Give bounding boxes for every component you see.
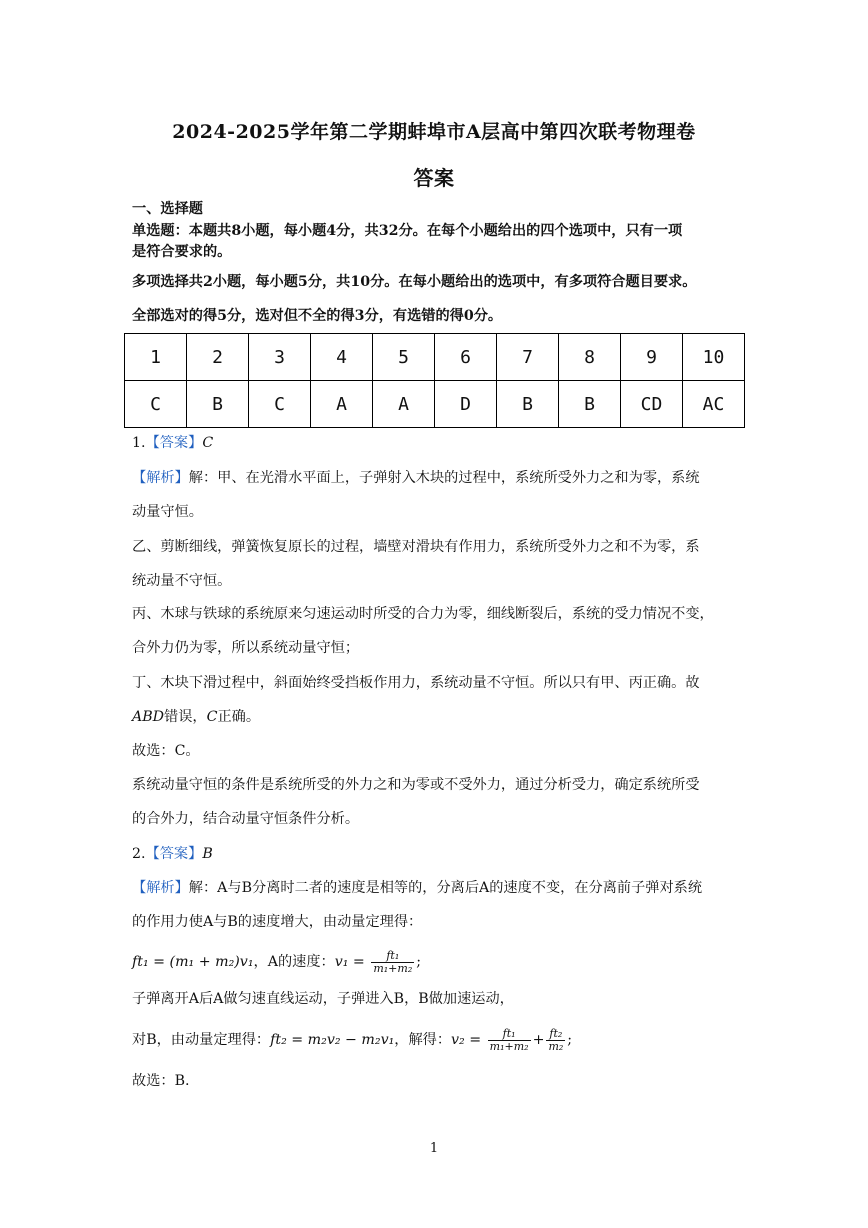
fraction-denominator: m₁+m₂ bbox=[373, 961, 413, 975]
question-number-cell: 4 bbox=[311, 334, 373, 381]
fraction-numerator: ft₂ bbox=[546, 1028, 565, 1041]
q2-text-fragment: ，解得： bbox=[394, 1032, 452, 1048]
question-number-cell: 2 bbox=[187, 334, 249, 381]
answer-cell: A bbox=[373, 381, 435, 428]
single-choice-intro-2: 是符合要求的。 bbox=[132, 244, 232, 260]
q1-analysis-tag: 【解析】 bbox=[132, 470, 189, 486]
q2-fraction bbox=[488, 1028, 531, 1053]
q2-fraction bbox=[546, 1028, 565, 1053]
q1-text-line: 丙、木球与铁球的系统原来匀速运动时所受的合力为零，细线断裂后，系统的受力情况不变， bbox=[132, 606, 714, 622]
q1-correct-option: C bbox=[206, 709, 218, 725]
q2-answer-tag: 【答案】 bbox=[145, 846, 203, 862]
q1-text-line: 系统动量守恒的条件是系统所受的外力之和为零或不受外力，通过分析受力，确定系统所受 bbox=[132, 777, 700, 793]
q1-text-fragment: 正确。 bbox=[217, 709, 261, 725]
q2-text-fragment: 对B，由动量定理得： bbox=[132, 1032, 271, 1048]
multi-choice-intro: 多项选择共2小题，每小题5分，共10分。在每小题给出的选项中，有多项符合题目要求。 bbox=[132, 274, 697, 290]
answer-cell: D bbox=[435, 381, 497, 428]
q2-text-fragment: ; bbox=[567, 1032, 573, 1048]
q1-text-line: 统动量不守恒。 bbox=[132, 573, 232, 589]
answer-cell: B bbox=[559, 381, 621, 428]
answer-table-number-row bbox=[125, 334, 745, 381]
q2-analysis-line bbox=[132, 878, 702, 898]
q2-text-line: 的作用力使A与B的速度增大，由动量定理得： bbox=[132, 914, 423, 930]
q1-number: 1. bbox=[132, 435, 146, 451]
q1-wrong-options: ABD bbox=[132, 709, 165, 725]
q1-text-line: 动量守恒。 bbox=[132, 504, 203, 520]
q2-text-fragment: ，A的速度： bbox=[253, 954, 335, 970]
question-number-cell: 1 bbox=[125, 334, 187, 381]
q2-fraction bbox=[371, 950, 414, 975]
q1-answer-tag: 【答案】 bbox=[145, 435, 203, 451]
answer-cell: B bbox=[187, 381, 249, 428]
document-subtitle: 答案 bbox=[413, 166, 455, 190]
q2-equation: ft₂ = m₂v₂ − m₂v₁ bbox=[270, 1032, 395, 1048]
q1-choice-line: 故选：C。 bbox=[132, 743, 200, 759]
question-number-cell: 6 bbox=[435, 334, 497, 381]
q1-text-line: 丁、木块下滑过程中，斜面始终受挡板作用力，系统动量不守恒。所以只有甲、丙正确。故 bbox=[132, 675, 700, 691]
answer-cell: AC bbox=[683, 381, 745, 428]
answer-table bbox=[124, 333, 745, 428]
q2-equation-line-1 bbox=[132, 948, 421, 976]
q2-choice-line: 故选：B. bbox=[132, 1073, 190, 1089]
q1-analysis-line bbox=[132, 468, 700, 488]
single-choice-intro-1: 单选题：本题共8小题，每小题4分，共32分。在每个小题给出的四个选项中，只有一项 bbox=[132, 223, 683, 239]
q1-text-line: 乙、剪断细线，弹簧恢复原长的过程，墙壁对滑块有作用力，系统所受外力之和不为零，系 bbox=[132, 539, 700, 555]
q2-text-line: 子弹离开A后A做匀速直线运动，子弹进入B，B做加速运动， bbox=[132, 991, 514, 1007]
q1-text-line: 的合外力，结合动量守恒条件分析。 bbox=[132, 811, 360, 827]
q2-number: 2. bbox=[132, 846, 146, 862]
answer-cell: CD bbox=[621, 381, 683, 428]
q2-equation: v₁ = bbox=[334, 954, 365, 970]
q2-text-fragment: ; bbox=[416, 954, 422, 970]
fraction-numerator: ft₁ bbox=[371, 950, 414, 963]
q2-equation: v₂ = bbox=[451, 1032, 482, 1048]
question-number-cell: 7 bbox=[497, 334, 559, 381]
answer-cell: B bbox=[497, 381, 559, 428]
multi-choice-scoring: 全部选对的得5分，选对但不全的得3分，有选错的得0分。 bbox=[132, 308, 503, 324]
page-number: 1 bbox=[429, 1141, 439, 1156]
q1-answer: C bbox=[202, 435, 214, 451]
q2-answer-line bbox=[132, 844, 213, 864]
fraction-denominator: m₂ bbox=[548, 1039, 564, 1053]
q2-equation: ft₁ = (m₁ + m₂)v₁ bbox=[132, 954, 254, 970]
answer-cell: C bbox=[125, 381, 187, 428]
section-heading: 一、选择题 bbox=[132, 201, 203, 217]
q2-equation-line-2 bbox=[132, 1026, 572, 1054]
question-number-cell: 9 bbox=[621, 334, 683, 381]
question-number-cell: 5 bbox=[373, 334, 435, 381]
q2-operator: + bbox=[532, 1032, 545, 1048]
q1-text-line: 合外力仍为零，所以系统动量守恒； bbox=[132, 640, 360, 656]
question-number-cell: 8 bbox=[559, 334, 621, 381]
answer-cell: C bbox=[249, 381, 311, 428]
q2-answer: B bbox=[202, 846, 213, 862]
q1-text-fragment: 错误， bbox=[164, 709, 207, 725]
fraction-numerator: ft₁ bbox=[488, 1028, 531, 1041]
question-number-cell: 10 bbox=[683, 334, 745, 381]
q1-text-line bbox=[132, 707, 260, 727]
fraction-denominator: m₁+m₂ bbox=[489, 1039, 529, 1053]
document-title: 2024-2025学年第二学期蚌埠市A层高中第四次联考物理卷 bbox=[172, 121, 696, 143]
q1-analysis-text: 解：甲、在光滑水平面上，子弹射入木块的过程中，系统所受外力之和为零，系统 bbox=[188, 470, 700, 486]
q2-analysis-tag: 【解析】 bbox=[132, 880, 189, 896]
q1-answer-line bbox=[132, 433, 213, 453]
question-number-cell: 3 bbox=[249, 334, 311, 381]
q2-analysis-text: 解：A与B分离时二者的速度是相等的，分离后A的速度不变，在分离前子弹对系统 bbox=[188, 880, 703, 896]
answer-table-answer-row bbox=[125, 381, 745, 428]
answer-cell: A bbox=[311, 381, 373, 428]
